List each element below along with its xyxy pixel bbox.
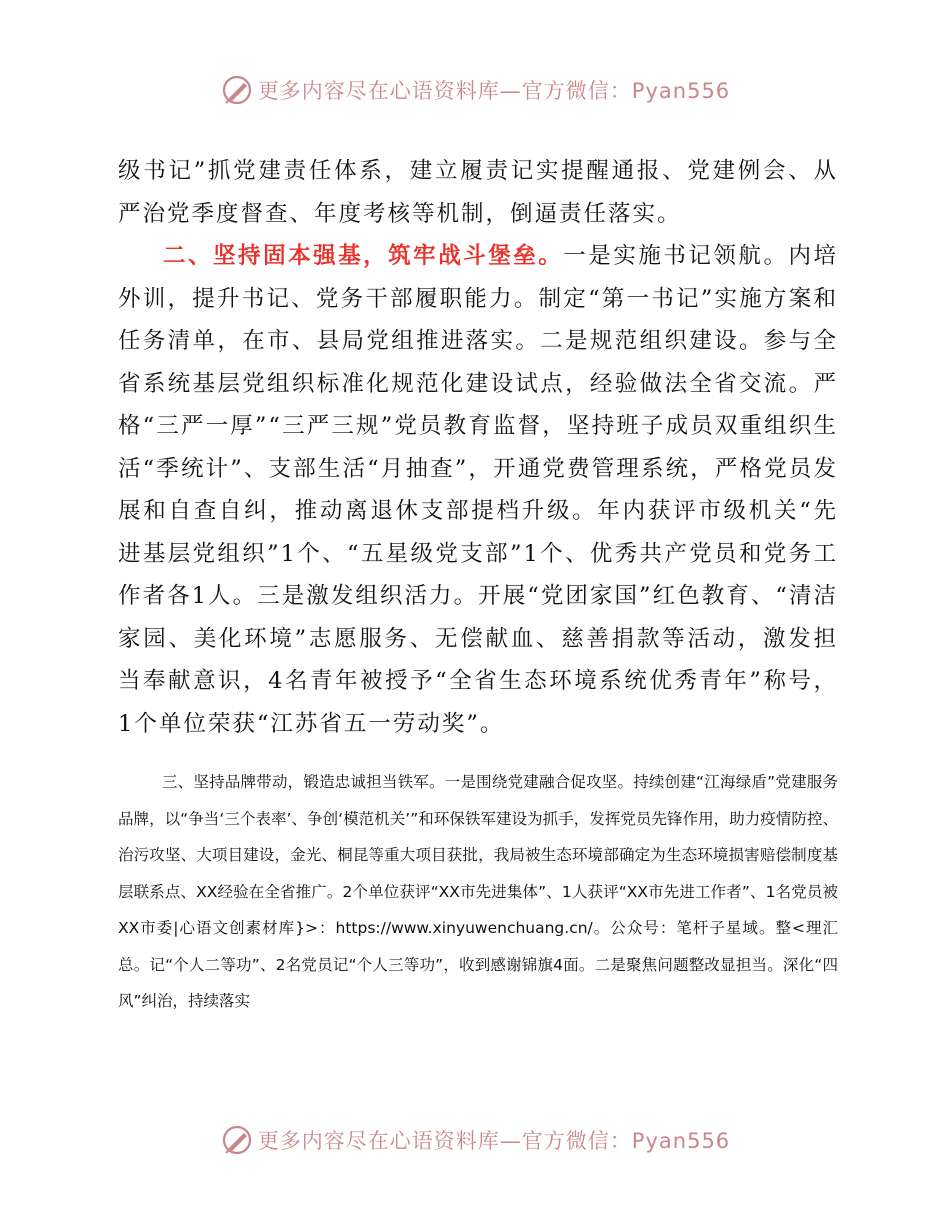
- pen-logo-icon: [220, 73, 254, 107]
- paragraph-2-body: 一是实施书记领航。内培外训，提升书记、党务干部履职能力。制定“第一书记”实施方案和任务清单，在市、县局党组推进落实。二是规范组织建设。参与全省系统基层党组织标准化规范化建设试点，经验做法全省交流。严格“三严一厚”“三严三规”党员教育监督，坚持班子成员双重组织生活“季统计”、支部生活“月抽查”，开通党费管理系统，严格党员发展和自查自纠，推动离退休支部提档升级。年内获评市级机关“先进基层党组织”1个、“五星级党支部”1个、优秀共产党员和党务工作者各1人。三是激发组织活力。开展“党团家国”红色教育、“清洁家园、美化环境”志愿服务、无偿献血、慈善捐款等活动，激发担当奉献意识，4名青年被授予“全省生态环境系统优秀青年”称号，1个单位荣获“江苏省五一劳动奖”。: [118, 243, 838, 737]
- pen-logo-icon: [220, 1123, 254, 1157]
- watermark-text: 更多内容尽在心语资料库—官方微信：Pyan556: [257, 1129, 731, 1153]
- watermark-text: 更多内容尽在心语资料库—官方微信：Pyan556: [257, 79, 731, 103]
- paragraph-1: 级书记”抓党建责任体系，建立履责记实提醒通报、党建例会、从严治党季度督查、年度考核等机制，倒逼责任落实。: [118, 158, 838, 227]
- document-body-small: [118, 764, 838, 1020]
- paragraph-3: 三、坚持品牌带动，锻造忠诚担当铁军。一是围绕党建融合促攻坚。持续创建“江海绿盾”党建服务品牌，以“争当‘三个表率’、争创‘模范机关’”和环保铁军建设为抓手，发挥党员先锋作用，助力疫情防控、治污攻坚、大项目建设，金光、桐昆等重大项目获批，我局被生态环境部确定为生态环境损害赔偿制度基层联系点、XX经验在全省推广。2个单位获评“XX市先进集体”、1人获评“XX市先进工作者”、1名党员被XX市委|心语文创素材库}>：https://www.xinyuwenchuang.cn/。公众号：笔杆子星域。整<理汇总。记“个人二等功”、2名党员记“个人三等功”，收到感谢锦旗4面。二是聚焦问题整改显担当。深化“四风”纠治，持续落实: [118, 773, 838, 1010]
- section-heading-2: 二、坚持固本强基，筑牢战斗堡垒。: [163, 243, 564, 269]
- document-body-large: [118, 150, 838, 745]
- header-watermark-banner: [0, 70, 950, 110]
- paragraph-2: [118, 235, 838, 745]
- footer-watermark-banner: [0, 1120, 950, 1160]
